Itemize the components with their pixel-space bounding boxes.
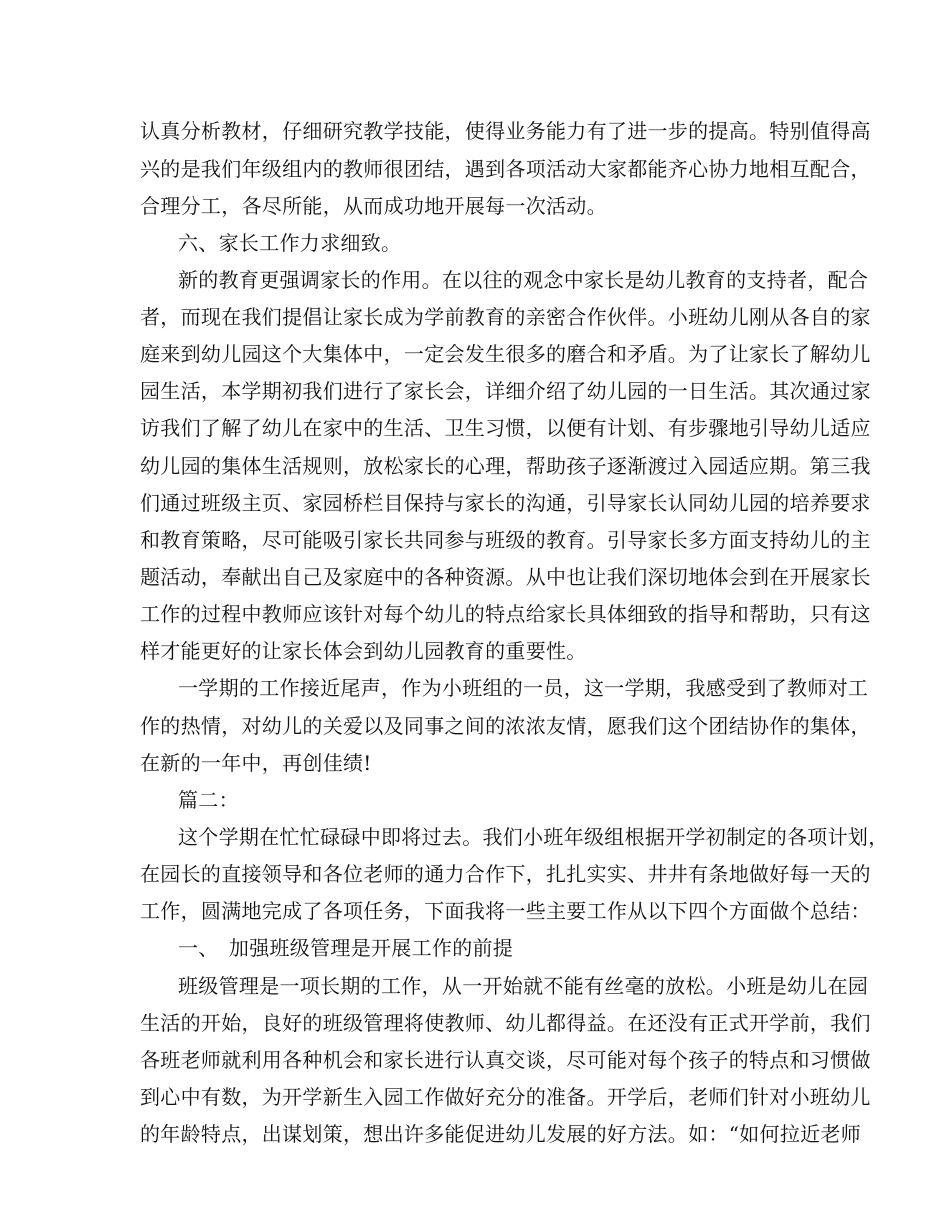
text-line: 生活的开始，良好的班级管理将使教师、幼儿都得益。在还没有正式开学前，我们 <box>140 1011 871 1035</box>
text-line: 者，而现在我们提倡让家长成为学前教育的亲密合作伙伴。小班幼儿刚从各自的家 <box>140 305 871 329</box>
text-line: 工作，圆满地完成了各项任务，下面我将一些主要工作从以下四个方面做个总结： <box>140 899 871 923</box>
text-line: 各班老师就利用各种机会和家长进行认真交谈，尽可能对每个孩子的特点和习惯做 <box>140 1048 871 1072</box>
text-line: 新的教育更强调家长的作用。在以往的观念中家长是幼儿教育的支持者，配合 <box>178 268 869 292</box>
text-line: 们通过班级主页、家园桥栏目保持与家长的沟通，引导家长认同幼儿园的培养要求 <box>140 491 871 515</box>
text-line: 样才能更好的让家长体会到幼儿园教育的重要性。 <box>140 639 587 663</box>
text-line: 庭来到幼儿园这个大集体中，一定会发生很多的磨合和矛盾。为了让家长了解幼儿 <box>140 342 871 366</box>
section-heading: 六、家长工作力求细致。 <box>178 231 402 255</box>
text-line: 到心中有数，为开学新生入园工作做好充分的准备。开学后，老师们针对小班幼儿 <box>140 1085 871 1109</box>
section-heading: 一、 加强班级管理是开展工作的前提 <box>178 936 514 960</box>
text-line: 园生活，本学期初我们进行了家长会，详细介绍了幼儿园的一日生活。其次通过家 <box>140 379 871 403</box>
text-line: 在园长的直接领导和各位老师的通力合作下，扎扎实实、井井有条地做好每一天的 <box>140 862 871 886</box>
text-line: 和教育策略，尽可能吸引家长共同参与班级的教育。引导家长多方面支持幼儿的主 <box>140 528 871 552</box>
text-line: 兴的是我们年级组内的教师很团结，遇到各项活动大家都能齐心协力地相互配合， <box>140 157 871 181</box>
text-line: 这个学期在忙忙碌碌中即将过去。我们小班年级组根据开学初制定的各项计划， <box>178 825 889 849</box>
text-line: 访我们了解了幼儿在家中的生活、卫生习惯，以便有计划、有步骤地引导幼儿适应 <box>140 416 871 440</box>
text-line: 在新的一年中，再创佳绩! <box>140 751 372 775</box>
text-line: 一学期的工作接近尾声，作为小班组的一员，这一学期，我感受到了教师对工 <box>178 676 869 700</box>
text-line: 工作的过程中教师应该针对每个幼儿的特点给家长具体细致的指导和帮助，只有这 <box>140 602 871 626</box>
text-line: 题活动，奉献出自己及家庭中的各种资源。从中也让我们深切地体会到在开展家长 <box>140 565 871 589</box>
text-line: 合理分工，各尽所能，从而成功地开展每一次活动。 <box>140 194 607 218</box>
text-line: 作的热情，对幼儿的关爱以及同事之间的浓浓友情，愿我们这个团结协作的集体， <box>140 714 871 738</box>
text-line: 的年龄特点，出谋划策，想出许多能促进幼儿发展的好方法。如：“如何拉近老师 <box>140 1122 862 1146</box>
text-line: 认真分析教材，仔细研究教学技能，使得业务能力有了进一步的提高。特别值得高 <box>140 119 871 143</box>
text-line: 班级管理是一项长期的工作，从一开始就不能有丝毫的放松。小班是幼儿在园 <box>178 974 869 998</box>
section-heading: 篇二： <box>178 788 239 812</box>
text-line: 幼儿园的集体生活规则，放松家长的心理，帮助孩子逐渐渡过入园适应期。第三我 <box>140 454 871 478</box>
